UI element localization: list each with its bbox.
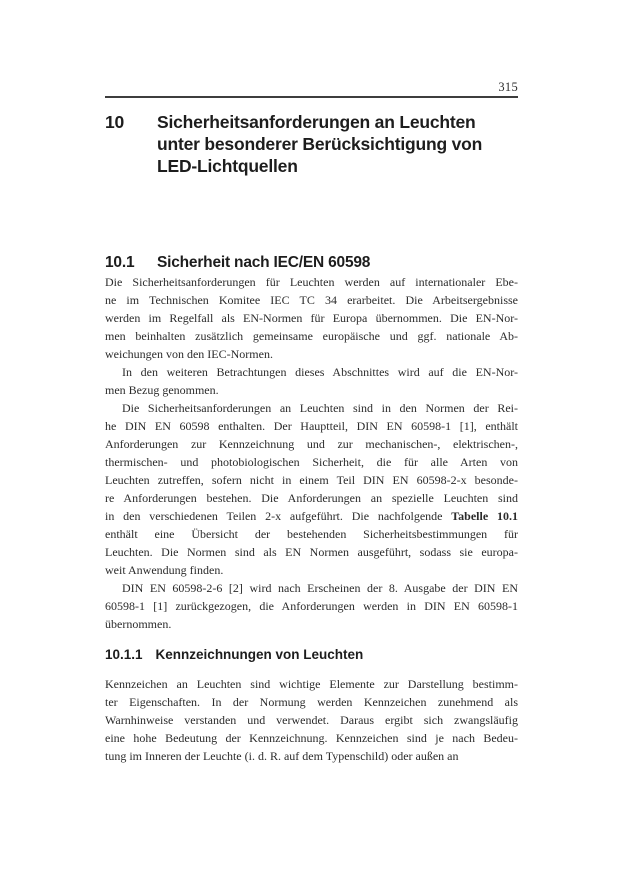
paragraph <box>105 399 518 579</box>
subsection-number: 10.1.1 <box>105 647 143 662</box>
chapter-title-line: Sicherheitsanforderungen an Leuchten <box>157 112 476 132</box>
page-number: 315 <box>498 80 518 94</box>
paragraph <box>105 273 518 363</box>
chapter-heading <box>105 111 518 177</box>
paragraph <box>105 579 518 633</box>
chapter-number: 10 <box>105 112 125 132</box>
text-line: ne im Technischen Komitee IEC TC 34 erarbeitet. Die Arbeitsergebnisse <box>105 293 518 307</box>
text-line: men Bezug genommen. <box>105 383 219 397</box>
text-line: Die Sicherheitsanforderungen an Leuchten sind in den Normen der Rei- <box>122 401 518 415</box>
section-number: 10.1 <box>105 254 135 271</box>
text-line: weichungen von den IEC-Normen. <box>105 347 273 361</box>
text-line: Warnhinweise verstanden und verwendet. Daraus ergibt sich zwangsläufig <box>105 713 518 727</box>
text-line: re Anforderungen bestehen. Die Anforderungen an spezielle Leuchten sind <box>105 491 518 505</box>
text-line: Leuchten. Die Normen sind als EN Normen ausgeführt, sodass sie europa- <box>105 545 518 559</box>
text-line: übernommen. <box>105 617 172 631</box>
text-line: Leuchten zutreffen, sofern nicht in einem Teil DIN EN 60598-2-x besonde- <box>105 473 518 487</box>
text-line: ter Eigenschaften. In der Normung werden Kennzeichen zunehmend als <box>105 695 518 709</box>
chapter-title-line: LED-Lichtquellen <box>157 156 298 176</box>
text-line: Die Sicherheitsanforderungen für Leuchten werden auf internationaler Ebe- <box>105 275 518 289</box>
chapter-title <box>157 111 482 177</box>
text-line: enthält eine Übersicht der bestehenden Sicherheitsbestimmungen für <box>105 527 518 541</box>
text-line: In den weiteren Betrachtungen dieses Abschnittes wird auf die EN-Nor- <box>122 365 518 379</box>
section-heading <box>105 253 518 273</box>
text-line: eine hohe Bedeutung der Kennzeichnung. Kennzeichen sind je nach Bedeu- <box>105 731 518 745</box>
subsection-title: Kennzeichnungen von Leuchten <box>155 647 364 662</box>
text-line: thermischen- und photobiologischen Sicherheit, die für alle Arten von <box>105 455 518 469</box>
paragraph <box>105 363 518 399</box>
text-line: 60598-1 [1] zurückgezogen, die Anforderungen werden in DIN EN 60598-1 <box>105 599 518 613</box>
text-column <box>105 0 518 765</box>
subsection-heading <box>105 646 518 664</box>
text-line: men beinhalten zusätzlich gemeinsame europäische und ggf. nationale Ab- <box>105 329 518 343</box>
text-line: weit Anwendung finden. <box>105 563 224 577</box>
text-line: Anforderungen zur Kennzeichnung und zur mechanischen-, elektrischen-, <box>105 437 518 451</box>
chapter-title-line: unter besonderer Berücksichtigung von <box>157 134 483 154</box>
text-line: werden im Regelfall als EN-Normen für Europa übernommen. Die EN-Nor- <box>105 311 518 325</box>
paragraph <box>105 675 518 765</box>
text-line: DIN EN 60598-2-6 [2] wird nach Erscheinen der 8. Ausgabe der DIN EN <box>122 581 518 595</box>
section-title: Sicherheit nach IEC/EN 60598 <box>157 254 371 271</box>
text-line: in den verschiedenen Teilen 2-x aufgeführt. Die nachfolgende Tabelle 10.1 <box>105 509 518 523</box>
text-line: Kennzeichen an Leuchten sind wichtige Elemente zur Darstellung bestimm- <box>105 677 518 691</box>
text-line: he DIN EN 60598 enthalten. Der Hauptteil, DIN EN 60598-1 [1], enthält <box>105 419 518 433</box>
header-rule <box>105 96 518 98</box>
text-line: tung im Inneren der Leuchte (i. d. R. auf dem Typenschild) oder außen an <box>105 749 459 763</box>
bold-text: Tabelle 10.1 <box>451 509 518 523</box>
